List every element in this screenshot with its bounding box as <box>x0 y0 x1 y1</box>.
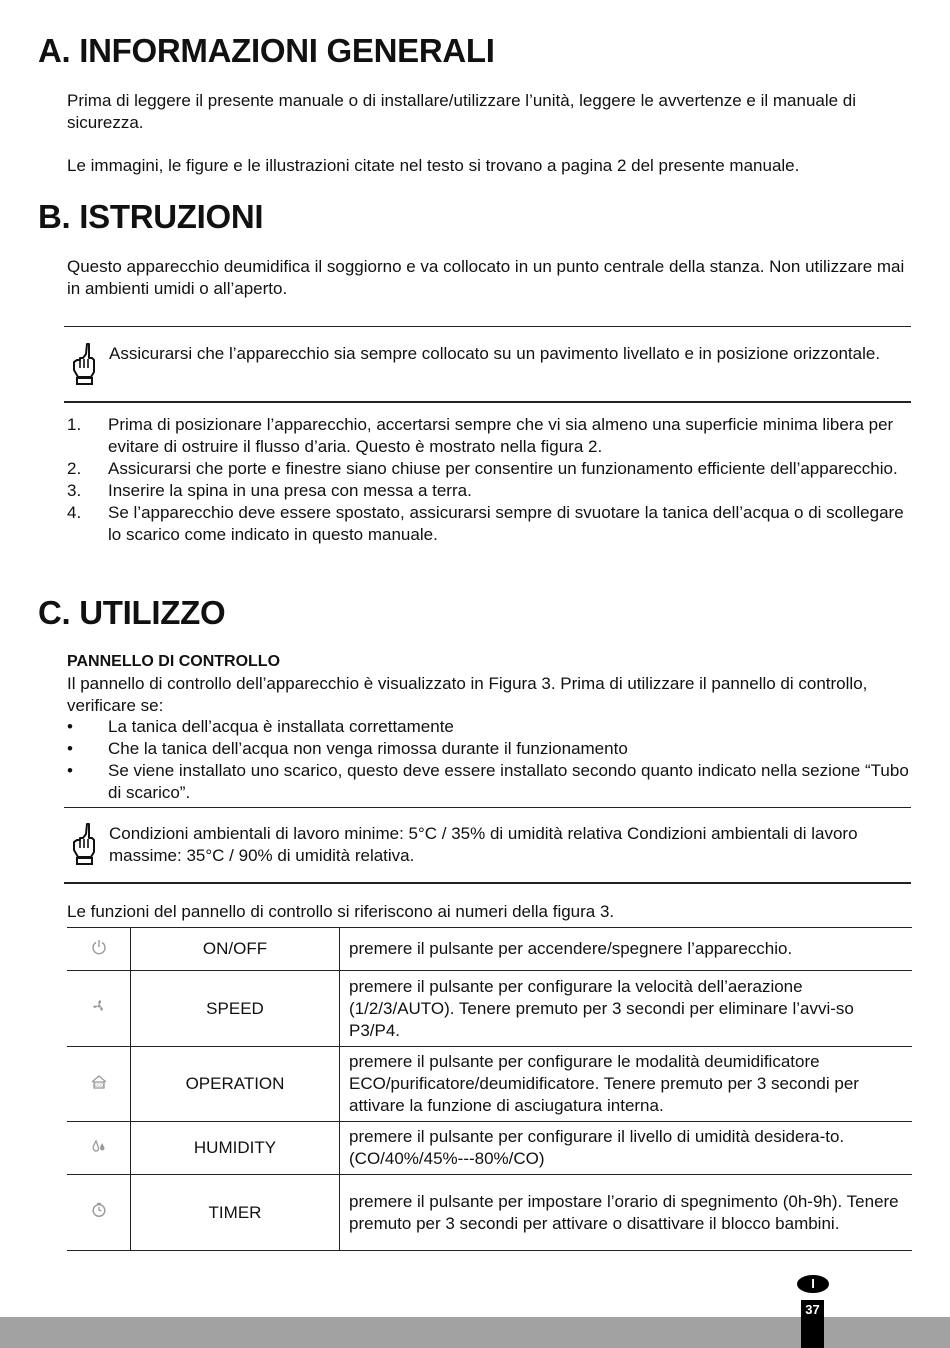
page-number: 37 <box>801 1300 824 1348</box>
note-rule-bottom <box>64 882 911 884</box>
section-a-title: A. INFORMAZIONI GENERALI <box>38 32 495 69</box>
function-name: SPEED <box>131 971 340 1047</box>
section-c-note: Condizioni ambientali di lavoro minime: 5°C / 35% di umidità relativa Condizioni ambientali di lavoro massime: 35°C / 90% di umidità relativa. <box>109 824 858 865</box>
section-b-title: B. ISTRUZIONI <box>38 198 264 235</box>
house-mode-icon <box>90 1074 108 1090</box>
language-badge: I <box>797 1275 829 1293</box>
table-row <box>67 1047 912 1122</box>
section-b-paragraph: Questo apparecchio deumidifica il soggiorno e va collocato in un punto centrale della stanza. Non utilizzare mai in ambienti umidi o all’aperto. <box>67 257 905 298</box>
section-b-note: Assicurarsi che l’apparecchio sia sempre collocato su un pavimento livellato e in posizione orizzontale. <box>109 344 881 363</box>
pointing-hand-icon <box>70 822 98 866</box>
table-row <box>67 1175 912 1251</box>
note-rule-bottom <box>64 401 911 403</box>
note-rule-top <box>64 326 911 327</box>
table-intro: Le funzioni del pannello di controllo si riferiscono ai numeri della figura 3. <box>67 902 615 921</box>
list-item: 1. Prima di posizionare l’apparecchio, accertarsi sempre che vi sia almeno una superficie minima libera per evitare di ostruire il flusso d’aria. Questo è mostrato nella figura 2. <box>67 415 894 456</box>
list-item: 3. Inserire la spina in una presa con messa a terra. <box>67 481 472 500</box>
instruction-steps <box>67 414 912 546</box>
function-name: TIMER <box>131 1175 340 1251</box>
note-rule-top <box>64 807 911 808</box>
timer-icon <box>91 1202 107 1218</box>
function-description: premere il pulsante per configurare il livello di umidità desidera-to. (CO/40%/45%---80%/CO) <box>349 1127 845 1168</box>
table-row <box>67 971 912 1047</box>
function-description: premere il pulsante per accendere/spegnere l’apparecchio. <box>349 939 793 958</box>
fan-icon <box>91 998 107 1014</box>
function-description: premere il pulsante per configurare le modalità deumidificatore ECO/purificatore/deumidificatore. Tenere premuto per 3 secondi per attivare la funzione di asciugatura interna. <box>349 1052 859 1115</box>
control-panel-table <box>67 927 912 1251</box>
function-description: premere il pulsante per configurare la velocità dell’aerazione (1/2/3/AUTO). Tenere premuto per 3 secondi per eliminare l’avvi-so P3/P4. <box>349 976 854 1040</box>
function-name: HUMIDITY <box>131 1122 340 1175</box>
check-bullets <box>67 716 912 804</box>
table-row <box>67 928 912 971</box>
section-a-paragraph-1: Prima di leggere il presente manuale o di installare/utilizzare l’unità, leggere le avvertenze e il manuale di sicurezza. <box>67 91 857 132</box>
function-name: ON/OFF <box>131 928 340 971</box>
section-a-paragraph-2: Le immagini, le figure e le illustrazioni citate nel testo si trovano a pagina 2 del presente manuale. <box>67 156 800 175</box>
table-row <box>67 1122 912 1175</box>
list-item: 4. Se l’apparecchio deve essere spostato, assicurarsi sempre di svuotare la tanica dell’acqua o di scollegare lo scarico come indicato in questo manuale. <box>67 503 904 544</box>
list-item: • Che la tanica dell’acqua non venga rimossa durante il funzionamento <box>67 739 628 758</box>
pointing-hand-icon <box>70 342 98 386</box>
function-description: premere il pulsante per impostare l’orario di spegnimento (0h-9h). Tenere premuto per 3 secondi per attivare o disattivare il blocco bambini. <box>349 1191 899 1233</box>
section-c-title: C. UTILIZZO <box>38 594 226 631</box>
list-item: 2. Assicurarsi che porte e finestre siano chiuse per consentire un funzionamento efficiente dell’apparecchio. <box>67 459 898 478</box>
power-icon <box>91 939 107 955</box>
svg-text:ECO: ECO <box>93 1083 104 1089</box>
function-name: OPERATION <box>131 1047 340 1122</box>
list-item: • Se viene installato uno scarico, questo deve essere installato secondo quanto indicato nella sezione “Tubo di scarico”. <box>67 761 909 802</box>
control-panel-subtitle: PANNELLO DI CONTROLLO <box>67 653 281 670</box>
list-item: • La tanica dell’acqua è installata correttamente <box>67 717 454 736</box>
droplets-icon <box>90 1138 108 1154</box>
section-c-paragraph: Il pannello di controllo dell’apparecchio è visualizzato in Figura 3. Prima di utilizzare il pannello di controllo, verificare se: <box>67 674 868 715</box>
